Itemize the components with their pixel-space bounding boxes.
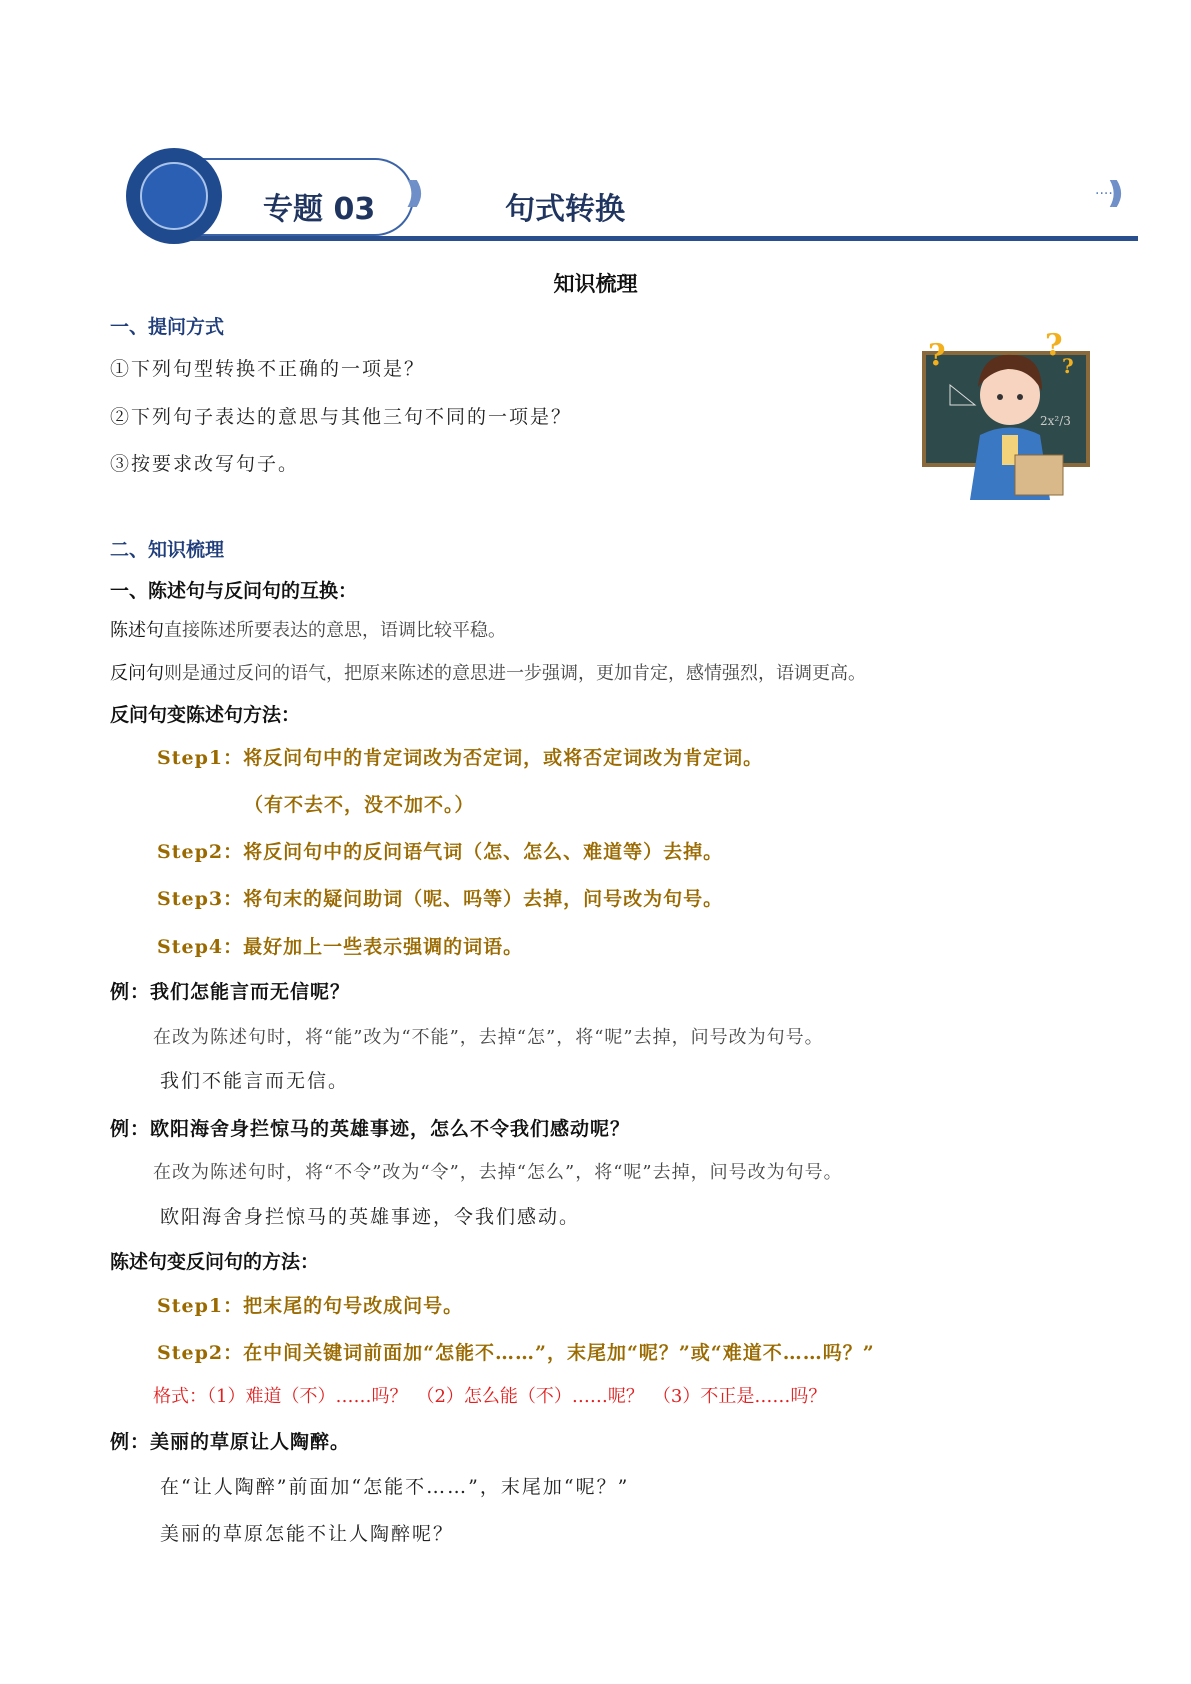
method1-step-note: （有不去不，没不加不。） xyxy=(244,794,475,816)
part1-heading: 一、提问方式 xyxy=(110,316,225,338)
example-question: 例：我们怎能言而无信呢？ xyxy=(110,981,351,1003)
method2-title: 陈述句变反问句的方法： xyxy=(110,1251,320,1273)
topic-title: 句式转换 xyxy=(505,192,625,227)
definition-text: 直接陈述所要表达的意思，语调比较平稳。 xyxy=(164,620,506,641)
svg-text:2x²/3: 2x²/3 xyxy=(1040,414,1071,428)
header-circle-icon xyxy=(126,148,222,244)
svg-text:?: ? xyxy=(1045,328,1063,363)
example-explanation: 在“让人陶醉”前面加“怎能不……”，末尾加“呢？” xyxy=(160,1476,630,1498)
method1-step: Step3：将句末的疑问助词（呢、吗等）去掉，问号改为句号。 xyxy=(157,888,724,910)
definition-text: 则是通过反问的语气，把原来陈述的意思进一步强调，更加肯定，感情强烈，语调更高。 xyxy=(164,663,866,684)
method1-step: Step2：将反问句中的反问语气词（怎、怎么、难道等）去掉。 xyxy=(157,841,724,863)
question-type-2: ②下列句子表达的意思与其他三句不同的一项是？ xyxy=(110,406,573,428)
format-line: 格式：（1）难道（不）……吗？ （2）怎么能（不）……呢？ （3）不正是……吗？ xyxy=(153,1386,827,1407)
subsection-title: 一、陈述句与反问句的互换： xyxy=(110,580,358,602)
teacher-illustration-icon xyxy=(920,325,1095,500)
term: 反问句 xyxy=(110,663,164,684)
method1-step: Step4：最好加上一些表示强调的词语。 xyxy=(157,936,524,958)
definition-rhetorical xyxy=(110,661,866,687)
method2-step: Step1：把末尾的句号改成问号。 xyxy=(157,1295,464,1317)
header-rule xyxy=(170,236,1138,241)
svg-text:?: ? xyxy=(928,338,946,373)
svg-text:?: ? xyxy=(1062,354,1074,378)
definition-statement xyxy=(110,618,506,644)
question-type-3: ③按要求改写句子。 xyxy=(110,453,300,475)
method1-step: Step1：将反问句中的肯定词改为否定词，或将否定词改为肯定词。 xyxy=(157,747,764,769)
example-question: 例：美丽的草原让人陶醉。 xyxy=(110,1431,351,1453)
part2-heading: 二、知识梳理 xyxy=(110,539,225,561)
question-type-1: ①下列句型转换不正确的一项是？ xyxy=(110,358,426,380)
method2-step: Step2：在中间关键词前面加“怎能不……”，末尾加“呢？”或“难道不……吗？” xyxy=(157,1342,875,1364)
example-explanation: 在改为陈述句时，将“不令”改为“令”，去掉“怎么”，将“呢”去掉，问号改为句号。 xyxy=(153,1162,843,1183)
example-answer: 我们不能言而无信。 xyxy=(160,1070,350,1092)
example-question: 例：欧阳海舍身拦惊马的英雄事迹，怎么不令我们感动呢？ xyxy=(110,1118,631,1140)
example-answer: 欧阳海舍身拦惊马的英雄事迹，令我们感动。 xyxy=(160,1206,581,1228)
dots-decoration: ···· xyxy=(1095,186,1113,202)
term: 陈述句 xyxy=(110,620,164,641)
example-answer: 美丽的草原怎能不让人陶醉呢？ xyxy=(160,1523,455,1545)
section-title: 知识梳理 xyxy=(553,271,638,296)
method1-title: 反问句变陈述句方法： xyxy=(110,704,301,726)
topic-number: 专题 03 xyxy=(263,192,376,227)
example-explanation: 在改为陈述句时，将“能”改为“不能”，去掉“怎”，将“呢”去掉，问号改为句号。 xyxy=(153,1027,824,1048)
